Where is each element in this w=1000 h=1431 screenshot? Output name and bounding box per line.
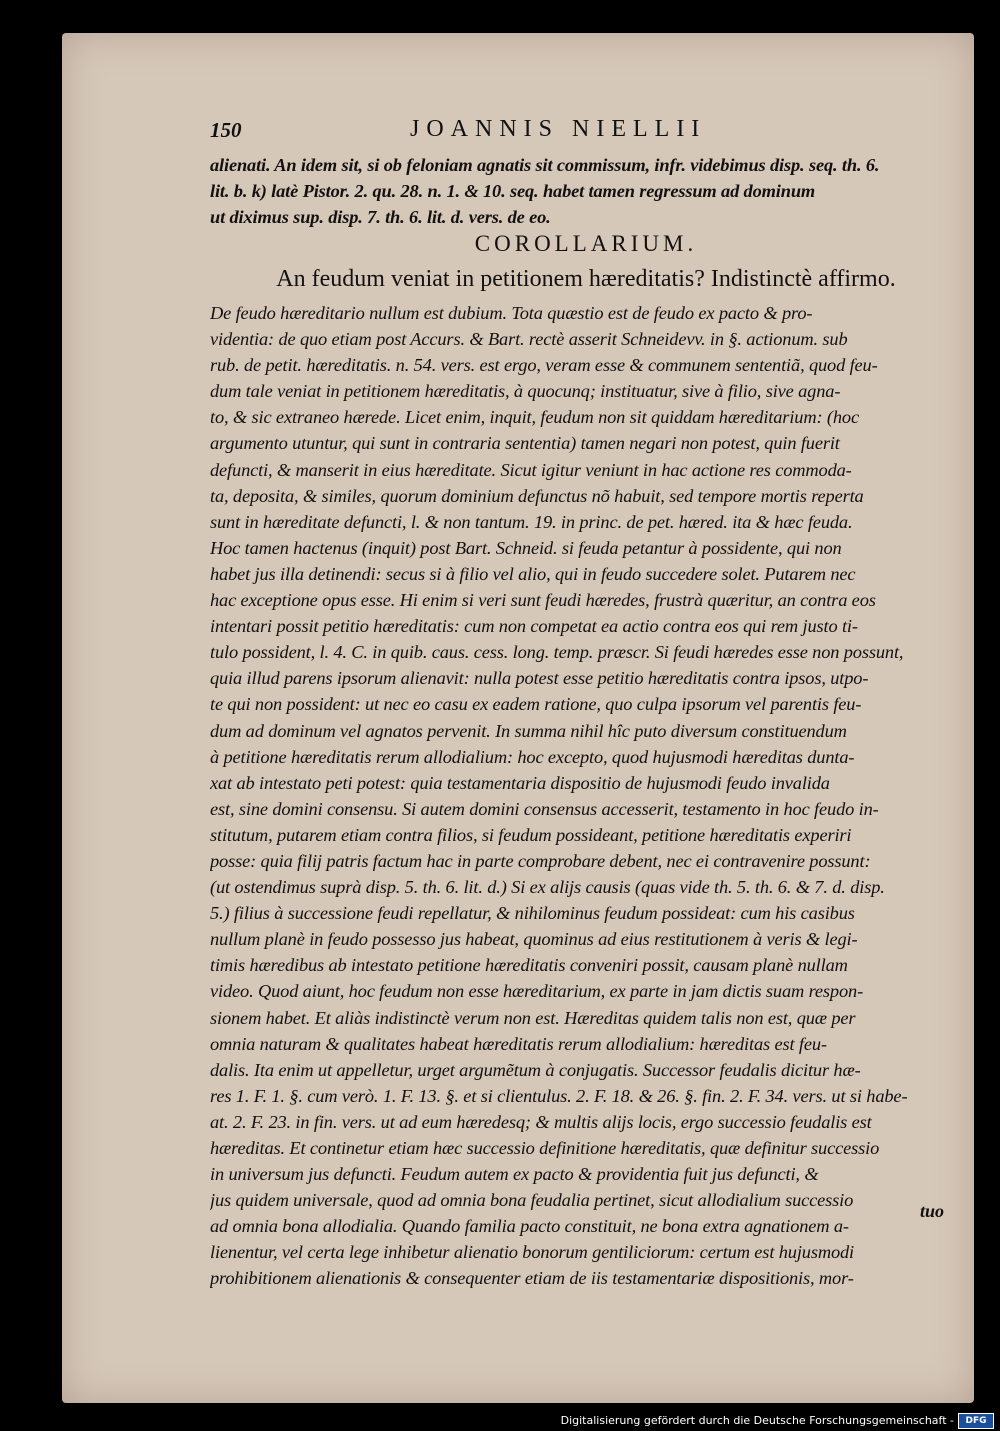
body-line: posse: quia filij patris factum hac in parte comprobare debent, nec ei contravenire possunt: (210, 850, 871, 871)
page-header (210, 118, 810, 150)
body-line: omnia naturam & qualitates habeat hæreditatis rerum allodialium: hæreditas est feu- (210, 1033, 827, 1054)
body-line: videntia: de quo etiam post Accurs. & Bart. rectè asserit Schneidevv. in §. actionum. sub (210, 329, 848, 350)
body-line: nullum planè in feudo possesso jus habeat, quominus ad eius restitutionem à veris & legi- (210, 929, 858, 950)
page-number: 150 (210, 118, 242, 142)
body-line: timis hæredibus ab intestato petitione hæreditatis conveniri possit, causam planè nullam (210, 955, 848, 976)
catchword: tuo (920, 1201, 945, 1221)
body-text (210, 300, 962, 1292)
body-line: in universum jus defuncti. Feudum autem ex pacto & providentia fuit jus defuncti, & (210, 1164, 819, 1185)
funding-notice: Digitalisierung gefördert durch die Deutsche Forschungsgemeinschaft - (560, 1414, 954, 1427)
note-line: lit. b. k) latè Pistor. 2. qu. 28. n. 1. & 10. seq. habet tamen regressum ad dominum (210, 181, 816, 202)
body-line: to, & sic extraneo hærede. Licet enim, inquit, feudum non sit quiddam hæreditarium: (hoc (210, 407, 859, 428)
body-line: 5.) filius à successione feudi repellatur, & nihilominus feudum possideat: cum his casibus (210, 903, 855, 924)
body-line: rub. de petit. hæreditatis. n. 54. vers. est ergo, veram esse & communem sententiã, quod feu- (210, 355, 878, 376)
body-line: intentari possit petitio hæreditatis: cum non competat ea actio contra eos qui rem justo ti- (210, 616, 858, 637)
body-line: te qui non possident: ut nec eo casu ex eadem ratione, quo culpa ipsorum vel parentis feu- (210, 694, 862, 715)
body-line: jus quidem universale, quod ad omnia bona feudalia pertinet, sicut allodialium successio (210, 1190, 854, 1211)
note-line: alienati. An idem sit, si ob feloniam agnatis sit commissum, infr. videbimus disp. seq. th. 6. (210, 155, 880, 175)
body-line: à petitione hæreditatis rerum allodialium: hoc excepto, quod hujusmodi hæreditas dunta- (210, 746, 855, 767)
body-line: dum ad dominum vel agnatos pervenit. In summa nihil hîc puto diversum constituendum (210, 720, 847, 741)
body-line: Hoc tamen hactenus (inquit) post Bart. Schneid. si feuda petantur à possidente, qui non (210, 537, 842, 558)
running-head: JOANNIS NIELLII (410, 116, 707, 142)
body-line: prohibitionem alienationis & consequenter etiam de iis testamentariæ dispositionis, mor- (210, 1268, 854, 1289)
top-notes (210, 152, 962, 230)
body-line: ad omnia bona allodialia. Quando familia pacto constituit, ne bona extra agnationem a- (210, 1216, 849, 1237)
body-line: sionem habet. Et aliàs indistinctè verum non est. Hæreditas quidem talis non est, quæ per (210, 1007, 856, 1028)
section-title: COROLLARIUM. (474, 231, 698, 256)
body-line: xat ab intestato peti potest: quia testamentaria dispositio de hujusmodi feudo invalida (210, 772, 830, 793)
body-line: dum tale veniat in petitionem hæreditatis, à quocunq; instituatur, sive à filio, sive agna- (210, 381, 841, 402)
body-line: ta, deposita, & similes, quorum dominium defunctus nõ habuit, sed tempore mortis reperta (210, 485, 864, 506)
body-line: lienentur, vel certa lege inhibetur alienatio bonorum gentiliciorum: certum est hujusmodi (210, 1242, 855, 1263)
body-line: at. 2. F. 23. in fin. vers. ut ad eum hæredesq; & multis alijs locis, ergo successio feudalis est (210, 1111, 872, 1132)
body-line: hæreditas. Et continetur etiam hæc successio definitione hæreditatis, quæ definitur successio (210, 1138, 880, 1158)
body-line: res 1. F. 1. §. cum verò. 1. F. 13. §. et si clientulus. 2. F. 18. & 26. §. fin. 2. F. 34. vers. ut si habe- (210, 1085, 908, 1106)
body-line: tulo possident, l. 4. C. in quib. caus. cess. long. temp. præscr. Si feudi hæredes esse non possunt, (210, 642, 904, 663)
body-line: habet jus illa detinendi: secus si à filio vel alio, qui in feudo succedere solet. Putarem nec (210, 563, 856, 584)
body-line: dalis. Ita enim ut appelletur, urget argumẽtum à conjugatis. Successor feudalis dicitur hæ- (210, 1059, 861, 1080)
body-line: De feudo hæreditario nullum est dubium. Tota quæstio est de feudo ex pacto & pro- (210, 303, 813, 323)
footer-bar (0, 1412, 1000, 1431)
note-line: ut diximus sup. disp. 7. th. 6. lit. d. vers. de eo. (210, 207, 551, 228)
body-line: est, sine domini consensu. Si autem domini consensus accesserit, testamento in hoc feudo in- (210, 798, 879, 819)
body-line: quia illud parens ipsorum alienavit: nulla potest esse petitio hæreditatis contra ipsos, utpo- (210, 668, 869, 689)
body-line: video. Quod aiunt, hoc feudum non esse hæreditarium, ex parte in jam dictis suam respon- (210, 981, 864, 1002)
body-line: stitutum, putarem etiam contra filios, si feudum possideant, petitione hæreditatis experiri (210, 824, 852, 845)
body-line: sunt in hæreditate defuncti, l. & non tantum. 19. in princ. de pet. hæred. ita & hæc feuda. (210, 511, 853, 532)
body-line: (ut ostendimus suprà disp. 5. th. 6. lit. d.) Si ex alijs causis (quas vide th. 5. th. 6. & 7. d. disp. (210, 877, 885, 898)
body-line: defuncti, & manserit in eius hæreditate. Sicut igitur veniunt in hac actione res commoda- (210, 459, 852, 480)
dfg-logo-icon: DFG (958, 1413, 994, 1429)
section-question: An feudum veniat in petitionem hæreditatis? Indistinctè affirmo. (276, 266, 896, 292)
body-line: argumento utuntur, qui sunt in contraria sententia) tamen negari non potest, quin fuerit (210, 433, 840, 454)
body-line: hac exceptione opus esse. Hi enim si veri sunt feudi hæredes, frustrà quæritur, an contra eos (210, 590, 876, 611)
